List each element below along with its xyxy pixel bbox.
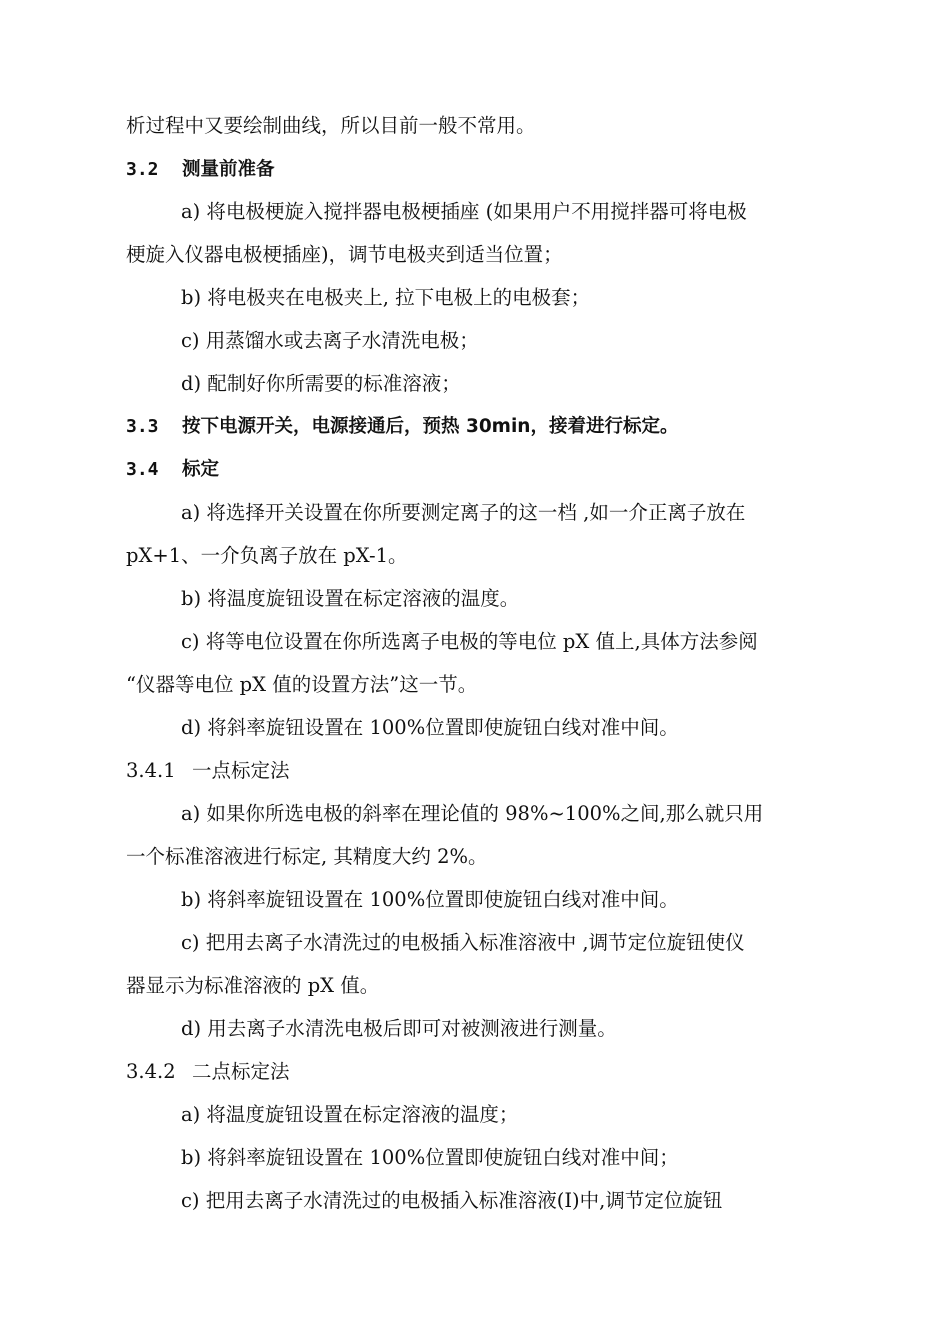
paragraph-line: 器显示为标准溶液的 pX 值。 (126, 974, 380, 997)
paragraph-line: 梗旋入仪器电极梗插座)，调节电极夹到适当位置； (126, 243, 563, 266)
paragraph-line: c) 用蒸馏水或去离子水清洗电极； (181, 329, 479, 352)
paragraph-line: c) 把用去离子水清洗过的电极插入标准溶液中 ,调节定位旋钮使仪 (181, 931, 745, 954)
paragraph-line: pX+1、一介负离子放在 pX-1。 (126, 544, 408, 567)
paragraph-line: a) 如果你所选电极的斜率在理论值的 98%~100%之间,那么就只用 (181, 802, 764, 825)
paragraph-line: a) 将选择开关设置在你所要测定离子的这一档 ,如一介正离子放在 (181, 501, 746, 524)
subsection-title: 一点标定法 (192, 759, 290, 782)
section-title: 按下电源开关，电源接通后，预热 30min，接着进行标定。 (182, 416, 679, 437)
paragraph-line: 析过程中又要绘制曲线，所以目前一般不常用。 (126, 114, 536, 137)
section-title: 标定 (182, 459, 220, 480)
section-title: 测量前准备 (182, 159, 275, 180)
subsection-heading-3-4-2 (126, 1060, 290, 1084)
subsection-number: 3.4.1 (126, 759, 176, 782)
paragraph-line: “仪器等电位 pX 值的设置方法”这一节。 (126, 673, 478, 696)
paragraph-line: b) 将电极夹在电极夹上, 拉下电极上的电极套； (181, 286, 591, 309)
paragraph-line: b) 将温度旋钮设置在标定溶液的温度。 (181, 587, 520, 610)
paragraph-line: a) 将电极梗旋入搅拌器电极梗插座 (如果用户不用搅拌器可将电极 (181, 200, 747, 223)
section-heading-3-3 (126, 415, 678, 439)
paragraph-line: c) 将等电位设置在你所选离子电极的等电位 pX 值上,具体方法参阅 (181, 630, 758, 653)
paragraph-line: d) 将斜率旋钮设置在 100%位置即使旋钮白线对准中间。 (181, 716, 679, 739)
paragraph-line: 一个标准溶液进行标定, 其精度大约 2%。 (126, 845, 488, 868)
paragraph-line: b) 将斜率旋钮设置在 100%位置即使旋钮白线对准中间； (181, 1146, 679, 1169)
section-heading-3-4 (126, 458, 219, 482)
paragraph-line: b) 将斜率旋钮设置在 100%位置即使旋钮白线对准中间。 (181, 888, 679, 911)
paragraph-line: c) 把用去离子水清洗过的电极插入标准溶液(Ⅰ)中,调节定位旋钮 (181, 1189, 723, 1212)
paragraph-line: d) 配制好你所需要的标准溶液； (181, 372, 461, 395)
section-heading-3-2 (126, 158, 275, 182)
paragraph-line: d) 用去离子水清洗电极后即可对被测液进行测量。 (181, 1017, 617, 1040)
subsection-title: 二点标定法 (192, 1060, 290, 1083)
section-number: 3.4 (126, 459, 159, 480)
section-number: 3.2 (126, 159, 159, 180)
subsection-number: 3.4.2 (126, 1060, 176, 1083)
subsection-heading-3-4-1 (126, 759, 290, 783)
paragraph-line: a) 将温度旋钮设置在标定溶液的温度； (181, 1103, 519, 1126)
section-number: 3.3 (126, 416, 159, 437)
